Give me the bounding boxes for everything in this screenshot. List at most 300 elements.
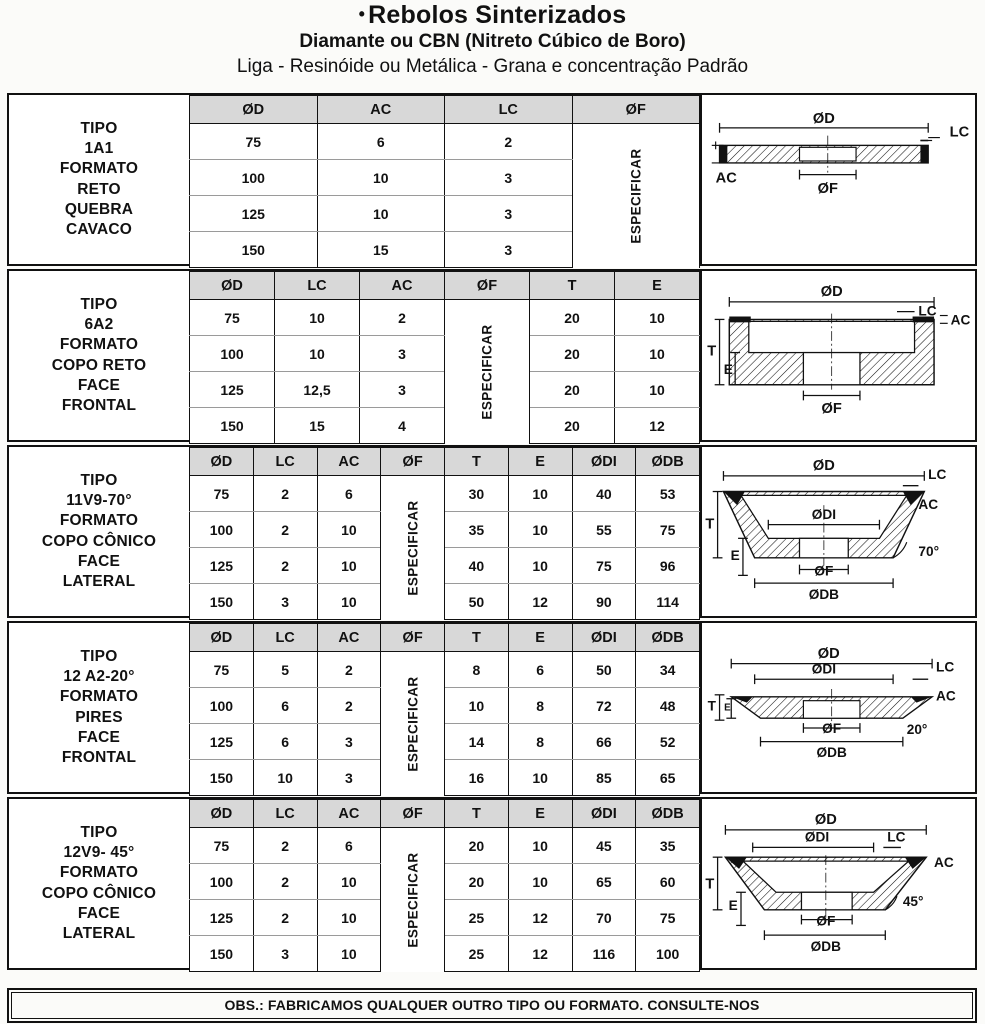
- table-cell: 25: [445, 900, 509, 936]
- table-cell: 2: [253, 476, 317, 512]
- especificar-text: ESPECIFICAR: [405, 852, 421, 948]
- diagram-body: [707, 284, 970, 417]
- column-header: AC: [360, 272, 445, 300]
- table-row: [190, 688, 700, 724]
- column-header: AC: [317, 96, 445, 124]
- column-header: ØDB: [636, 624, 700, 652]
- spec-section: [7, 445, 977, 618]
- spec-table-wrapper: [189, 447, 700, 616]
- label-of: ØF: [817, 181, 838, 198]
- section-type-label: [9, 447, 189, 616]
- section-type-label-line: TIPO: [80, 472, 118, 490]
- spec-table: [189, 271, 700, 444]
- column-header: LC: [253, 624, 317, 652]
- table-cell: 10: [615, 336, 700, 372]
- table-cell: 15: [317, 232, 445, 268]
- table-cell: 3: [445, 196, 573, 232]
- column-header: ØF: [381, 448, 445, 476]
- label-t: T: [707, 698, 716, 714]
- table-cell: 150: [190, 760, 254, 796]
- table-cell: 10: [508, 548, 572, 584]
- section-type-label-line: TIPO: [80, 120, 118, 138]
- table-row: [190, 584, 700, 620]
- table-cell: 2: [253, 900, 317, 936]
- page-subtitle: Diamante ou CBN (Nitreto Cúbico de Boro): [299, 31, 686, 52]
- table-cell: 52: [636, 724, 700, 760]
- table-cell: 114: [636, 584, 700, 620]
- table-cell: 10: [317, 864, 381, 900]
- section-type-label-line: FORMATO: [59, 688, 139, 706]
- diagram-body: [705, 458, 946, 602]
- table-cell: 3: [360, 336, 445, 372]
- table-cell: 150: [190, 232, 318, 268]
- table-cell: 10: [508, 864, 572, 900]
- section-type-label-line: LATERAL: [62, 924, 136, 942]
- table-cell: 10: [253, 760, 317, 796]
- column-header: ØDI: [572, 448, 636, 476]
- table-cell: 10: [317, 548, 381, 584]
- table-cell: 15: [275, 408, 360, 444]
- label-ac: AC: [934, 854, 954, 870]
- especificar-rotated-wrapper: [573, 124, 700, 268]
- label-angle: 45°: [902, 893, 924, 909]
- table-cell: 10: [615, 300, 700, 336]
- especificar-text: ESPECIFICAR: [628, 148, 644, 244]
- label-odi: ØDI: [811, 661, 837, 677]
- column-header: AC: [317, 624, 381, 652]
- especificar-cell: [445, 300, 530, 444]
- table-row: [190, 864, 700, 900]
- table-row: [190, 548, 700, 584]
- spec-table-wrapper: [189, 799, 700, 968]
- section-type-label-line: TIPO: [80, 296, 118, 314]
- table-cell: 10: [317, 900, 381, 936]
- especificar-cell: [381, 652, 445, 796]
- label-odi: ØDI: [804, 829, 830, 845]
- table-cell: 150: [190, 936, 254, 972]
- table-cell: 2: [253, 864, 317, 900]
- column-header: ØD: [190, 96, 318, 124]
- label-ac: AC: [715, 170, 737, 187]
- section-type-label-line: COPO CÔNICO: [41, 884, 157, 902]
- section-type-label-line: LATERAL: [62, 572, 136, 590]
- page-header: [0, 0, 985, 79]
- spec-table: [189, 447, 700, 620]
- table-cell: 10: [445, 688, 509, 724]
- label-lc: LC: [949, 124, 970, 141]
- table-row: [190, 512, 700, 548]
- bullet-icon: •: [358, 4, 366, 24]
- table-cell: 10: [508, 828, 572, 864]
- table-cell: 20: [445, 864, 509, 900]
- table-cell: 90: [572, 584, 636, 620]
- spec-table-wrapper: [189, 95, 700, 264]
- column-header: ØD: [190, 272, 275, 300]
- label-odb: ØDB: [808, 586, 840, 602]
- column-header: T: [445, 448, 509, 476]
- table-cell: 2: [253, 548, 317, 584]
- table-cell: 20: [530, 300, 615, 336]
- table-cell: 6: [317, 828, 381, 864]
- table-header-row: [190, 272, 700, 300]
- column-header: ØDB: [636, 800, 700, 828]
- section-diagram: [700, 799, 975, 968]
- table-cell: 12,5: [275, 372, 360, 408]
- table-cell: 3: [317, 724, 381, 760]
- diameter-f-dimension: [803, 391, 860, 401]
- column-header: T: [445, 624, 509, 652]
- label-e: E: [730, 547, 740, 563]
- section-type-label-line: FORMATO: [59, 336, 139, 354]
- table-cell: 8: [508, 688, 572, 724]
- table-cell: 100: [190, 688, 254, 724]
- section-type-label-line: FACE: [77, 376, 121, 394]
- table-cell: 6: [253, 688, 317, 724]
- table-cell: 72: [572, 688, 636, 724]
- section-type-label-line: CAVACO: [65, 220, 133, 238]
- label-lc: LC: [887, 829, 906, 845]
- column-header: ØD: [190, 624, 254, 652]
- especificar-rotated-wrapper: [381, 828, 444, 972]
- label-of: ØF: [814, 563, 834, 579]
- especificar-text: ESPECIFICAR: [405, 676, 421, 772]
- section-type-label-line: PIRES: [75, 708, 123, 726]
- especificar-rotated-wrapper: [381, 476, 444, 620]
- table-cell: 6: [317, 124, 445, 160]
- table-cell: 45: [572, 828, 636, 864]
- section-type-label-line: FRONTAL: [61, 748, 137, 766]
- page-subtitle-secondary: Liga - Resinóide ou Metálica - Grana e concentração Padrão: [236, 56, 749, 78]
- spec-section: [7, 93, 977, 266]
- section-type-label-line: FRONTAL: [61, 396, 137, 414]
- table-cell: 75: [190, 828, 254, 864]
- table-cell: 2: [445, 124, 573, 160]
- column-header: ØD: [190, 448, 254, 476]
- especificar-rotated-wrapper: [445, 300, 529, 444]
- page-title-text: Rebolos Sinterizados: [368, 1, 627, 29]
- label-odi: ØDI: [811, 506, 837, 522]
- table-cell: 3: [360, 372, 445, 408]
- section-diagram: [700, 95, 975, 264]
- table-cell: 100: [190, 336, 275, 372]
- label-od: ØD: [812, 458, 835, 475]
- table-cell: 125: [190, 548, 254, 584]
- column-header: ØDB: [636, 448, 700, 476]
- column-header: E: [508, 800, 572, 828]
- table-cell: 20: [530, 372, 615, 408]
- section-type-label-line: TIPO: [80, 648, 118, 666]
- section-diagram: [700, 623, 975, 792]
- label-angle: 20°: [906, 721, 928, 737]
- label-of: ØF: [822, 720, 842, 736]
- table-cell: 116: [572, 936, 636, 972]
- section-type-label-line: FORMATO: [59, 864, 139, 882]
- table-cell: 10: [317, 936, 381, 972]
- label-od: ØD: [812, 110, 835, 127]
- straight-wheel-1a1-diagram: [702, 95, 975, 264]
- section-type-label-line: 6A2: [84, 316, 114, 334]
- column-header: ØF: [381, 624, 445, 652]
- section-type-label: [9, 95, 189, 264]
- label-t: T: [705, 876, 715, 893]
- table-cell: 10: [317, 160, 445, 196]
- table-cell: 150: [190, 408, 275, 444]
- table-row: [190, 724, 700, 760]
- especificar-rotated-wrapper: [381, 652, 444, 796]
- label-odb: ØDB: [816, 745, 847, 761]
- column-header: ØDI: [572, 624, 636, 652]
- table-cell: 2: [317, 688, 381, 724]
- table-cell: 75: [636, 512, 700, 548]
- column-header: T: [445, 800, 509, 828]
- table-cell: 16: [445, 760, 509, 796]
- table-cell: 100: [190, 160, 318, 196]
- table-cell: 8: [445, 652, 509, 688]
- table-cell: 2: [360, 300, 445, 336]
- conical-cup-11v9-diagram: [702, 447, 975, 616]
- especificar-cell: [381, 476, 445, 620]
- table-row: [190, 652, 700, 688]
- table-cell: 2: [253, 828, 317, 864]
- table-row: [190, 124, 700, 160]
- spec-table: [189, 623, 700, 796]
- table-cell: 10: [508, 760, 572, 796]
- table-cell: 53: [636, 476, 700, 512]
- table-header-row: [190, 448, 700, 476]
- table-cell: 34: [636, 652, 700, 688]
- table-cell: 150: [190, 584, 254, 620]
- especificar-text: ESPECIFICAR: [405, 500, 421, 596]
- table-cell: 14: [445, 724, 509, 760]
- table-header-row: [190, 624, 700, 652]
- table-cell: 48: [636, 688, 700, 724]
- table-cell: 35: [445, 512, 509, 548]
- section-type-label-line: TIPO: [80, 824, 118, 842]
- table-cell: 100: [636, 936, 700, 972]
- table-cell: 20: [445, 828, 509, 864]
- especificar-text: ESPECIFICAR: [479, 324, 495, 420]
- table-cell: 5: [253, 652, 317, 688]
- label-t: T: [707, 343, 717, 360]
- table-cell: 75: [636, 900, 700, 936]
- section-type-label-line: COPO CÔNICO: [41, 532, 157, 550]
- label-e: E: [728, 897, 738, 913]
- section-type-label-line: 12 A2-20°: [63, 668, 135, 686]
- footer-note-text: OBS.: FABRICAMOS QUALQUER OUTRO TIPO OU FORMATO. CONSULTE-NOS: [11, 992, 973, 1019]
- table-cell: 6: [317, 476, 381, 512]
- column-header: AC: [317, 800, 381, 828]
- abrasive-layer-right: [920, 145, 928, 163]
- table-cell: 75: [572, 548, 636, 584]
- table-header-row: [190, 800, 700, 828]
- label-od: ØD: [817, 645, 840, 662]
- table-cell: 3: [253, 936, 317, 972]
- straight-cup-6a2-diagram: [702, 271, 975, 440]
- table-cell: 3: [317, 760, 381, 796]
- table-cell: 10: [317, 584, 381, 620]
- table-cell: 8: [508, 724, 572, 760]
- footer-note: [7, 988, 977, 1023]
- table-cell: 4: [360, 408, 445, 444]
- column-header: E: [615, 272, 700, 300]
- column-header: ØF: [445, 272, 530, 300]
- table-cell: 12: [508, 900, 572, 936]
- label-t: T: [705, 516, 715, 533]
- table-row: [190, 936, 700, 972]
- table-cell: 25: [445, 936, 509, 972]
- section-type-label-line: QUEBRA: [64, 200, 134, 218]
- table-cell: 6: [253, 724, 317, 760]
- section-type-label-line: FORMATO: [59, 512, 139, 530]
- diagram-body: [712, 111, 970, 197]
- table-cell: 50: [572, 652, 636, 688]
- column-header: AC: [317, 448, 381, 476]
- section-type-label: [9, 623, 189, 792]
- table-cell: 30: [445, 476, 509, 512]
- column-header: ØDI: [572, 800, 636, 828]
- spec-section: [7, 797, 977, 970]
- spec-table: [189, 95, 700, 268]
- table-cell: 12: [508, 936, 572, 972]
- table-row: [190, 760, 700, 796]
- table-row: [190, 300, 700, 336]
- table-cell: 6: [508, 652, 572, 688]
- table-cell: 75: [190, 652, 254, 688]
- column-header: E: [508, 624, 572, 652]
- table-cell: 125: [190, 196, 318, 232]
- label-od: ØD: [814, 812, 837, 829]
- section-diagram: [700, 271, 975, 440]
- table-cell: 3: [445, 232, 573, 268]
- table-cell: 125: [190, 724, 254, 760]
- label-ac: AC: [950, 312, 971, 328]
- table-cell: 55: [572, 512, 636, 548]
- table-cell: 100: [190, 864, 254, 900]
- table-cell: 20: [530, 336, 615, 372]
- diagram-body: [708, 646, 956, 760]
- label-lc: LC: [928, 466, 947, 482]
- table-cell: 85: [572, 760, 636, 796]
- column-header: T: [530, 272, 615, 300]
- label-od: ØD: [820, 284, 843, 301]
- table-row: [190, 900, 700, 936]
- label-angle: 70°: [918, 543, 940, 559]
- table-cell: 10: [508, 512, 572, 548]
- table-cell: 10: [317, 512, 381, 548]
- table-cell: 75: [190, 300, 275, 336]
- especificar-cell: [381, 828, 445, 972]
- label-odb: ØDB: [810, 938, 841, 954]
- spec-table-wrapper: [189, 623, 700, 792]
- table-row: [190, 828, 700, 864]
- table-cell: 96: [636, 548, 700, 584]
- label-ac: AC: [936, 688, 956, 704]
- spec-table-wrapper: [189, 271, 700, 440]
- table-cell: 75: [190, 476, 254, 512]
- table-cell: 10: [275, 336, 360, 372]
- label-lc: LC: [936, 659, 955, 675]
- column-header: E: [508, 448, 572, 476]
- section-type-label-line: RETO: [77, 180, 121, 198]
- table-cell: 12: [615, 408, 700, 444]
- table-cell: 35: [636, 828, 700, 864]
- label-of: ØF: [821, 401, 842, 418]
- especificar-cell: [572, 124, 700, 268]
- spec-table: [189, 799, 700, 972]
- conical-cup-12v9-diagram: [702, 799, 975, 968]
- table-cell: 3: [253, 584, 317, 620]
- column-header: ØF: [381, 800, 445, 828]
- table-cell: 75: [190, 124, 318, 160]
- table-cell: 40: [445, 548, 509, 584]
- column-header: LC: [275, 272, 360, 300]
- column-header: LC: [253, 800, 317, 828]
- table-cell: 65: [636, 760, 700, 796]
- table-cell: 100: [190, 512, 254, 548]
- section-type-label-line: FORMATO: [59, 160, 139, 178]
- column-header: LC: [253, 448, 317, 476]
- table-cell: 2: [253, 512, 317, 548]
- table-row: [190, 476, 700, 512]
- table-cell: 10: [508, 476, 572, 512]
- table-cell: 10: [275, 300, 360, 336]
- table-cell: 2: [317, 652, 381, 688]
- table-cell: 12: [508, 584, 572, 620]
- page-title: [0, 2, 985, 29]
- label-of: ØF: [816, 913, 836, 929]
- column-header: ØF: [572, 96, 700, 124]
- abrasive-rim-left: [729, 317, 750, 323]
- section-type-label-line: COPO RETO: [51, 356, 147, 374]
- label-ac: AC: [918, 497, 939, 513]
- section-type-label-line: FACE: [77, 728, 121, 746]
- section-type-label: [9, 271, 189, 440]
- spec-section: [7, 621, 977, 794]
- table-cell: 50: [445, 584, 509, 620]
- bore-hole: [801, 892, 852, 910]
- column-header: ØD: [190, 800, 254, 828]
- table-cell: 20: [530, 408, 615, 444]
- section-type-label-line: 11V9-70°: [66, 492, 132, 510]
- table-cell: 65: [572, 864, 636, 900]
- section-diagram: [700, 447, 975, 616]
- section-type-label-line: FACE: [77, 552, 121, 570]
- table-cell: 125: [190, 372, 275, 408]
- spec-sections: [7, 93, 977, 973]
- table-header-row: [190, 96, 700, 124]
- label-lc: LC: [918, 303, 937, 319]
- dish-wheel-12a2-diagram: [702, 623, 975, 792]
- table-cell: 60: [636, 864, 700, 900]
- table-cell: 40: [572, 476, 636, 512]
- section-type-label-line: FACE: [77, 904, 121, 922]
- diagram-body: [705, 812, 954, 954]
- table-cell: 10: [615, 372, 700, 408]
- column-header: LC: [445, 96, 573, 124]
- table-cell: 125: [190, 900, 254, 936]
- table-cell: 10: [317, 196, 445, 232]
- label-e: E: [723, 362, 733, 378]
- table-cell: 70: [572, 900, 636, 936]
- spec-section: [7, 269, 977, 442]
- table-cell: 3: [445, 160, 573, 196]
- label-e: E: [724, 702, 731, 714]
- abrasive-layer-left: [720, 145, 728, 163]
- section-type-label-line: 1A1: [84, 140, 114, 158]
- table-cell: 66: [572, 724, 636, 760]
- thickness-t-dimension: [715, 695, 725, 720]
- section-type-label: [9, 799, 189, 968]
